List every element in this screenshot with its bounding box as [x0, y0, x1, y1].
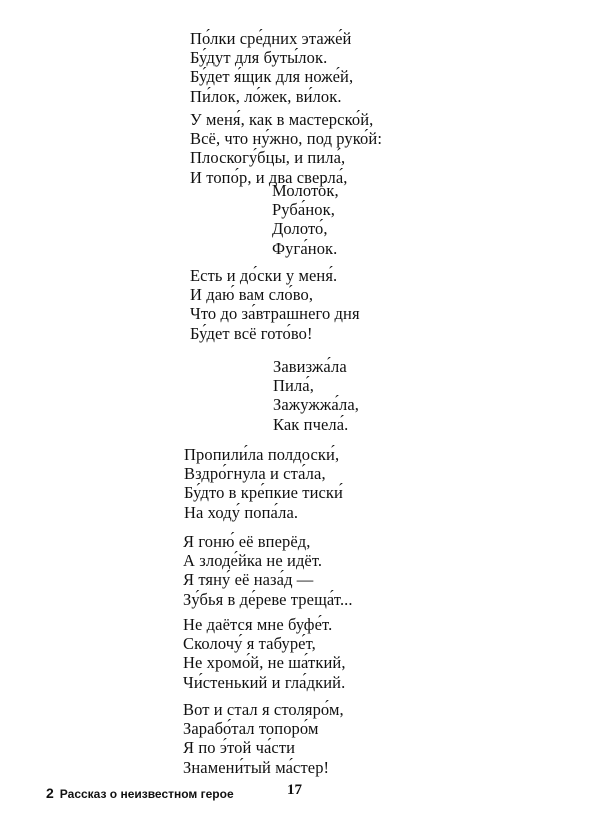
- signature-number: 2: [46, 785, 54, 801]
- stanza-6: [184, 445, 343, 522]
- poem-line: Не хромо́й, не ша́ткий,: [183, 653, 346, 673]
- poem-line: Пила́,: [273, 376, 314, 396]
- poem-line: Долото́,: [272, 219, 328, 239]
- poem-line: Плоскогу́бцы, и пила́,: [190, 148, 346, 168]
- stanza-1: [190, 29, 353, 106]
- poem-line: Есть и до́ски у меня́.: [190, 266, 338, 285]
- stanza-2: [190, 110, 382, 187]
- poem-line: А злоде́йка не идёт.: [183, 551, 323, 571]
- poem-line: Бу́дто в кре́пкие тиски́: [184, 483, 343, 503]
- stanza-4: [190, 266, 360, 343]
- poem-line: Пропили́ла полдоски́,: [184, 445, 340, 464]
- poem-line: Завизжа́ла: [273, 357, 347, 376]
- poem-line: На ходу́ попа́ла.: [184, 502, 299, 522]
- poem-line: У меня́, как в мастерско́й,: [190, 110, 374, 129]
- poem-line: Зу́бья в де́реве треща́т...: [183, 589, 353, 609]
- stanza-9: [183, 700, 344, 777]
- poem-line: Вот и стал я столяро́м,: [183, 700, 344, 719]
- signature-text: Рассказ о неизвестном герое: [59, 787, 234, 801]
- poem-line: Я по э́той ча́сти: [183, 738, 296, 758]
- poem-line: Бу́дут для буты́лок.: [190, 48, 328, 68]
- poem-line: Зарабо́тал топоро́м: [183, 719, 319, 739]
- stanza-5-indented: [273, 357, 359, 434]
- stanza-3-indented: [272, 181, 339, 258]
- poem-line: Бу́дет всё гото́во!: [190, 323, 313, 343]
- poem-line: Сколочу́ я табуре́т,: [183, 634, 316, 654]
- page-number: 17: [287, 782, 302, 798]
- poem-line: Пи́лок, ло́жек, ви́лок.: [190, 86, 342, 106]
- poem-line: По́лки сре́дних этаже́й: [190, 29, 352, 48]
- poem-line: Я гоню́ её вперёд,: [183, 532, 311, 551]
- poem-line: Чи́стенький и гла́дкий.: [183, 672, 346, 692]
- poem-line: Как пчела́.: [273, 414, 349, 434]
- poem-line: Всё, что ну́жно, под руко́й:: [190, 129, 383, 149]
- stanza-8: [183, 615, 346, 692]
- poem-line: Не даётся мне буфе́т.: [183, 615, 333, 634]
- poem-line: Что до за́втрашнего дня: [190, 304, 360, 324]
- poem-line: Я тяну́ её наза́д —: [183, 570, 314, 590]
- poem-line: Знамени́тый ма́стер!: [183, 757, 330, 777]
- poem-line: И даю́ вам сло́во,: [190, 285, 314, 305]
- poem-line: И топо́р, и два сверла́,: [190, 167, 348, 187]
- poem-line: Вздро́гнула и ста́ла,: [184, 464, 326, 484]
- poem-line: Молото́к,: [272, 181, 339, 200]
- poem-line: Зажужжа́ла,: [273, 395, 359, 415]
- printer-signature: [46, 785, 234, 801]
- poem-line: Бу́дет я́щик для ноже́й,: [190, 67, 354, 87]
- poem-line: Фуга́нок.: [272, 238, 338, 258]
- stanza-7: [183, 532, 353, 609]
- poem-line: Руба́нок,: [272, 200, 335, 220]
